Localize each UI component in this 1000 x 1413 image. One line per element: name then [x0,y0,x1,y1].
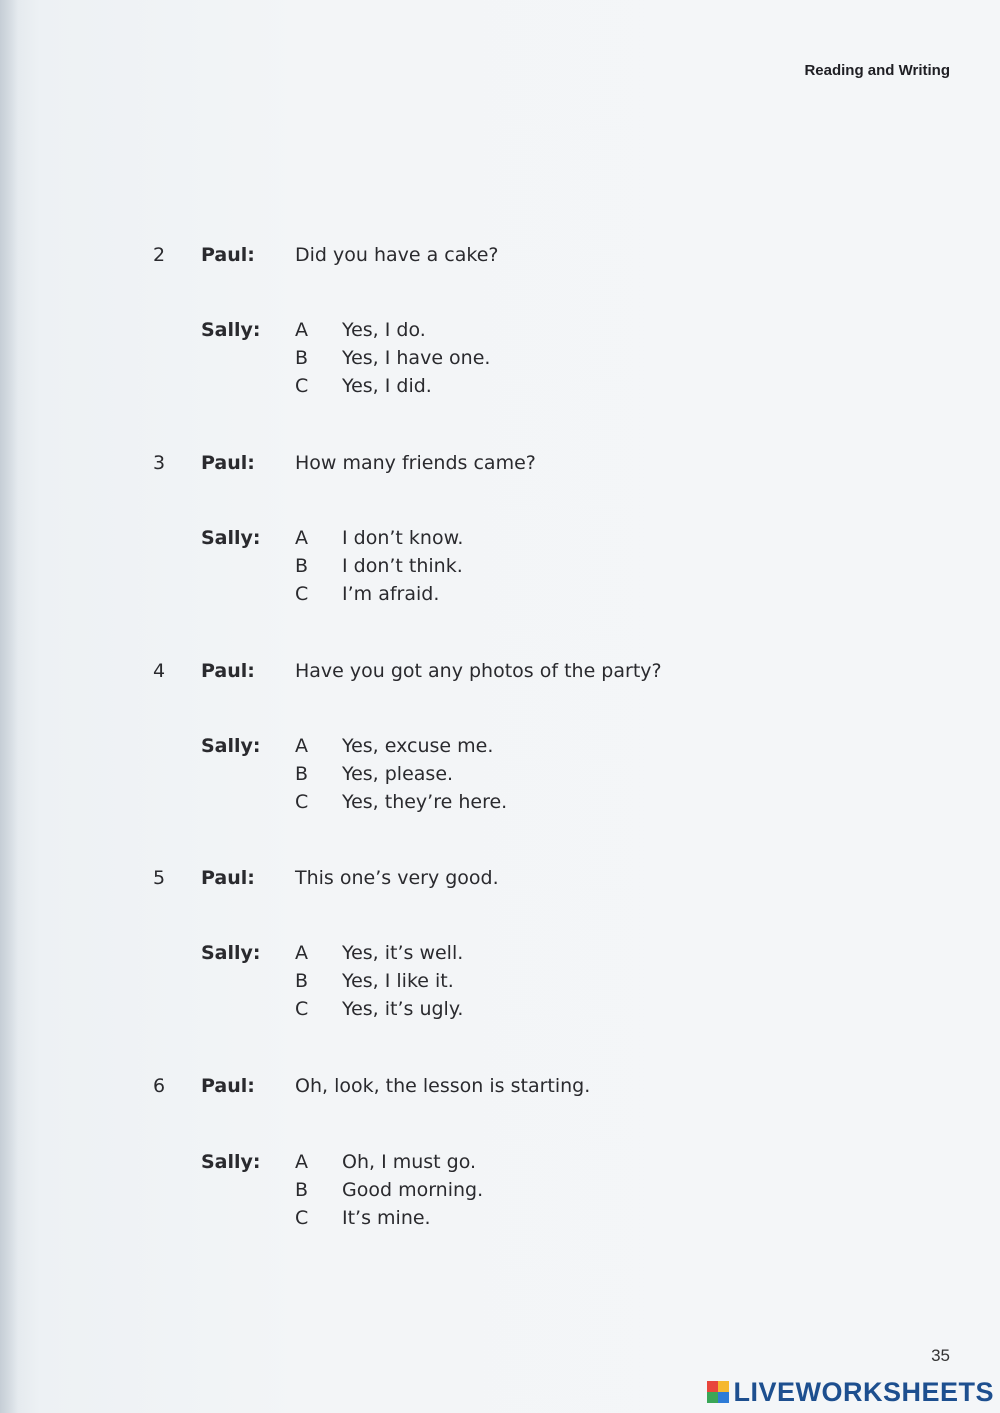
option-letter[interactable]: A [295,1151,308,1173]
question-number: 5 [153,867,166,889]
option-letter[interactable]: C [295,791,309,813]
logo-square-red [707,1381,718,1392]
option-letter[interactable]: C [295,998,309,1020]
page-number: 35 [931,1346,950,1365]
option-text[interactable]: It’s mine. [342,1207,431,1229]
option-letter[interactable]: C [295,375,309,397]
question-prompt: Did you have a cake? [295,244,499,266]
speaker-paul: Paul: [201,660,255,682]
option-letter[interactable]: A [295,527,308,549]
option-text[interactable]: Oh, I must go. [342,1151,477,1173]
option-letter[interactable]: A [295,735,308,757]
speaker-paul: Paul: [201,1075,255,1097]
option-letter[interactable]: A [295,942,308,964]
option-text[interactable]: Yes, I did. [342,375,432,397]
option-letter[interactable]: C [295,1207,309,1229]
question-number: 6 [153,1075,166,1097]
option-text[interactable]: I don’t think. [342,555,463,577]
option-text[interactable]: I’m afraid. [342,583,440,605]
option-text[interactable]: I don’t know. [342,527,464,549]
liveworksheets-brand[interactable] [707,1377,994,1407]
scan-shadow-edge [0,0,18,1413]
question-number: 4 [153,660,166,682]
question-prompt: How many friends came? [295,452,536,474]
option-letter[interactable]: B [295,347,309,369]
option-text[interactable]: Yes, I have one. [342,347,491,369]
option-letter[interactable]: B [295,555,309,577]
speaker-paul: Paul: [201,867,255,889]
question-number: 3 [153,452,166,474]
option-letter[interactable]: B [295,1179,309,1201]
question-prompt: This one’s very good. [295,867,499,889]
option-text[interactable]: Yes, they’re here. [342,791,508,813]
brand-name: LIVEWORKSHEETS [733,1376,994,1407]
speaker-paul: Paul: [201,452,255,474]
option-text[interactable]: Yes, I do. [342,319,426,341]
option-text[interactable]: Yes, I like it. [342,970,454,992]
option-text[interactable]: Yes, please. [342,763,454,785]
logo-square-green [707,1392,718,1403]
liveworksheets-logo-icon [707,1381,729,1403]
question-number: 2 [153,244,166,266]
speaker-paul: Paul: [201,244,255,266]
speaker-sally: Sally: [201,1151,261,1173]
logo-square-yellow [718,1381,729,1392]
logo-square-blue [718,1392,729,1403]
speaker-sally: Sally: [201,942,261,964]
option-text[interactable]: Good morning. [342,1179,484,1201]
question-prompt: Oh, look, the lesson is starting. [295,1075,591,1097]
option-text[interactable]: Yes, excuse me. [342,735,494,757]
option-letter[interactable]: B [295,763,309,785]
option-letter[interactable]: A [295,319,308,341]
speaker-sally: Sally: [201,735,261,757]
option-letter[interactable]: B [295,970,309,992]
speaker-sally: Sally: [201,319,261,341]
option-text[interactable]: Yes, it’s ugly. [342,998,464,1020]
option-text[interactable]: Yes, it’s well. [342,942,464,964]
section-header: Reading and Writing [804,62,950,79]
option-letter[interactable]: C [295,583,309,605]
speaker-sally: Sally: [201,527,261,549]
question-prompt: Have you got any photos of the party? [295,660,662,682]
